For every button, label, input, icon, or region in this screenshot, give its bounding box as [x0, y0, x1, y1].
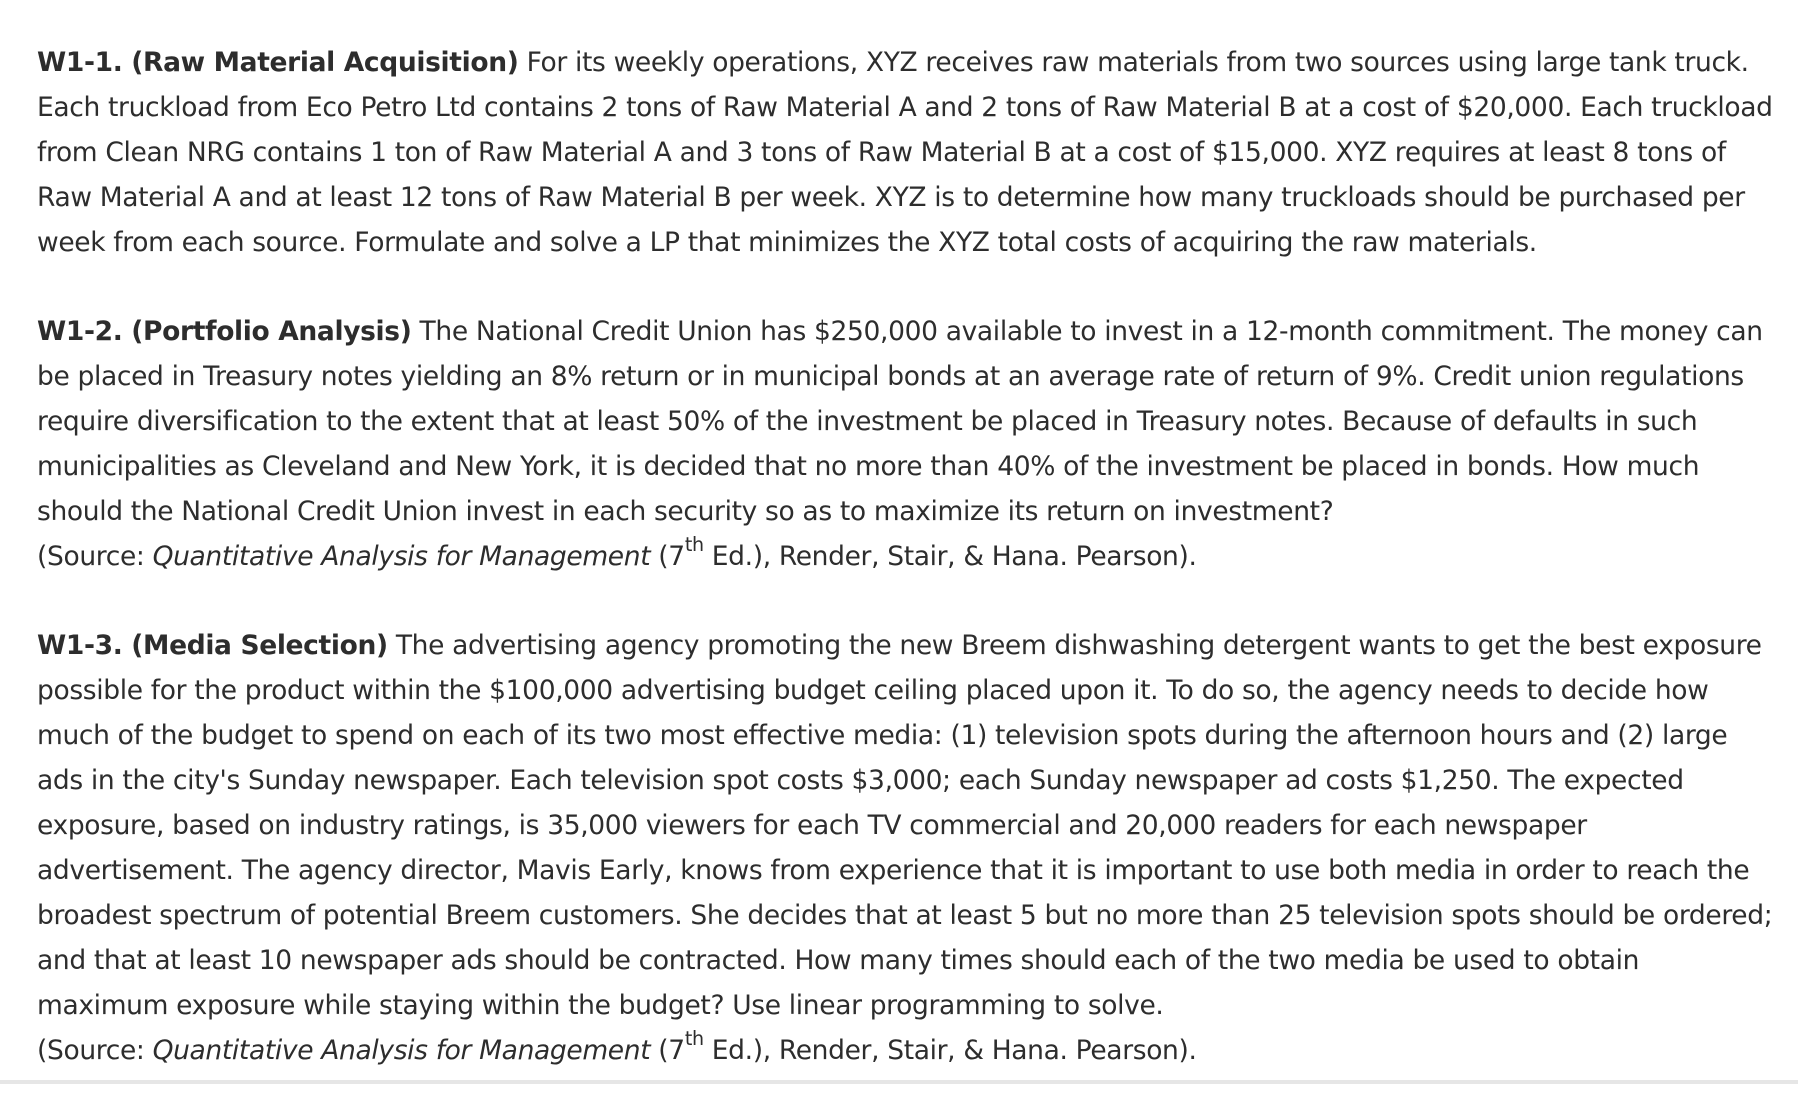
bottom-divider: [0, 1080, 1798, 1084]
problem-body: The advertising agency promoting the new Breem dishwashing detergent wants to get the best exposure possible for the product within the $100,000 advertising budget ceiling placed upon it. To do so, the agency needs to decide how much of the budget to spend on each of its two most effective media: (1) television spots during the afternoon hours and (2) large ads in the city's Sunday newspaper. Each television spot costs $3,000; each Sunday newspaper ad costs $1,250. The expected exposure, based on industry ratings, is 35,000 viewers for each TV commercial and 20,000 readers for each newspaper advertisement. The agency director, Mavis Early, knows from experience that it is important to use both media in order to reach the broadest spectrum of potential Breem customers. She decides that at least 5 but no more than 25 television spots should be ordered; and that at least 10 newspaper ads should be contracted. How many times should each of the two media be used to obtain maximum exposure while staying within the budget? Use linear programming to solve.: [37, 630, 1773, 1021]
source-book-title: Quantitative Analysis for Management: [152, 1035, 651, 1066]
source-edition: (7: [650, 1035, 685, 1066]
problem-heading: W1-1. (Raw Material Acquisition): [37, 47, 519, 78]
problem-heading: W1-3. (Media Selection): [37, 630, 388, 661]
problem-w1-1: [37, 40, 1777, 265]
source-edition: (7: [650, 541, 685, 572]
problem-w1-2: [37, 309, 1777, 579]
source-book-title: Quantitative Analysis for Management: [152, 541, 651, 572]
source-citation: [37, 1028, 1777, 1073]
problem-body: For its weekly operations, XYZ receives raw materials from two sources using large tank truck. Each truckload from Eco Petro Ltd contains 2 tons of Raw Material A and 2 tons of Raw Material B at a cost of $20,000. Each truckload from Clean NRG contains 1 ton of Raw Material A and 3 tons of Raw Material B at a cost of $15,000. XYZ requires at least 8 tons of Raw Material A and at least 12 tons of Raw Material B per week. XYZ is to determine how many truckloads should be purchased per week from each source. Formulate and solve a LP that minimizes the XYZ total costs of acquiring the raw materials.: [37, 47, 1773, 258]
source-rest: Ed.), Render, Stair, & Hana. Pearson).: [703, 1035, 1197, 1066]
source-open: (Source:: [37, 541, 153, 572]
problem-body: The National Credit Union has $250,000 available to invest in a 12-month commitment. The money can be placed in Treasury notes yielding an 8% return or in municipal bonds at an average rate of return of 9%. Credit union regulations require diversification to the extent that at least 50% of the investment be placed in Treasury notes. Because of defaults in such municipalities as Cleveland and New York, it is decided that no more than 40% of the investment be placed in bonds. How much should the National Credit Union invest in each security so as to maximize its return on investment?: [37, 316, 1763, 527]
source-rest: Ed.), Render, Stair, & Hana. Pearson).: [703, 541, 1197, 572]
source-citation: [37, 534, 1777, 579]
problem-heading: W1-2. (Portfolio Analysis): [37, 316, 412, 347]
source-edition-suffix: th: [684, 534, 704, 557]
source-open: (Source:: [37, 1035, 153, 1066]
source-edition-suffix: th: [684, 1028, 704, 1051]
problem-w1-3: [37, 623, 1777, 1073]
problem-set: [37, 40, 1777, 1117]
